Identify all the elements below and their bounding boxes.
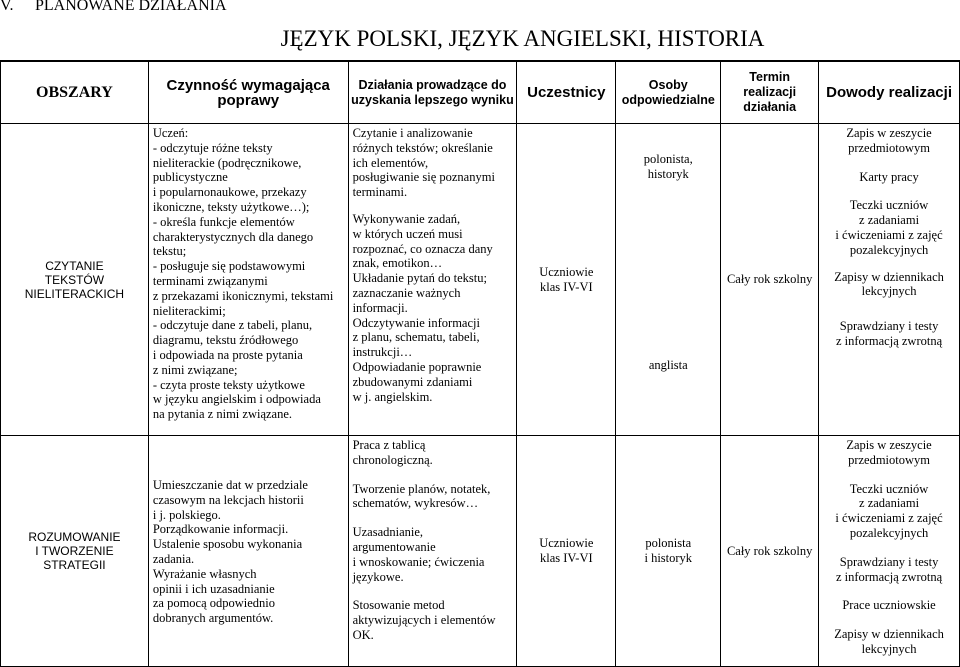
section-number: V. [0,0,14,14]
evidence-cell [819,436,960,667]
evidence-item: Prace uczniowskie [842,598,936,613]
area-reasoning: ROZUMOWANIE I TWORZENIE STRATEGII [1,436,149,667]
participants-cell: Uczniowie klas IV-VI [517,436,616,667]
header-responsible: Osoby odpowiedzialne [616,62,721,124]
evidence-item: Zapisy w dziennikach lekcyjnych [834,269,944,299]
responsible-cell: polonista i historyk [616,436,721,667]
evidence-item: Sprawdziany i testy z informacją zwrotną [835,554,943,584]
evidence-cell [819,124,960,436]
actions-text: Uzasadnianie, argumentowanie i wnoskowanie; ćwiczenia językowe. [352,525,485,584]
evidence-item: Sprawdziany i testy z informacją zwrotną [835,319,943,348]
actions-text: Czytanie i analizowanie różnych tekstów; określanie ich elementów, posługiwanie się poznanymi terminami. [352,126,495,200]
area-reading: CZYTANIE TEKSTÓW NIELITERACKICH [1,124,149,436]
evidence-item: Zapis w zeszycie przedmiotowym [846,438,932,467]
activity-text: Uczeń: - odczytuje różne teksty nieliterackie (podręcznikowe, publicystyczne i popularnonaukowe, przekazy ikoniczne, teksty użytkowe…); - określa funkcje elementów charakterystycznych dla danego tekstu; - posługuje się podstawowymi terminami związanymi z przekazami ikonicznymi, tekstami nieliterackimi; - odczytuje dane z tabeli, planu, diagramu, tekstu źródłowego i odpowiada na proste pytania z nimi związane; - czyta proste teksty użytkowe w języku angielskim i odpowiada na pytania z nimi związane. [152,126,334,422]
actions-text: Tworzenie planów, notatek, schematów, wykresów… [352,481,491,511]
responsible-text: polonista, historyk [643,152,693,181]
evidence-item: Karty pracy [859,169,919,184]
actions-cell [348,124,517,436]
header-areas: OBSZARY [1,62,149,124]
header-row [1,62,960,124]
header-actions: Działania prowadzące do uzyskania lepszego wyniku [348,62,517,124]
evidence-item: Zapisy w dziennikach lekcyjnych [834,627,944,656]
evidence-item: Zapis w zeszycie przedmiotowym [846,126,932,155]
table-row [1,436,960,667]
evidence-item: Teczki uczniów z zadaniami i ćwiczeniami z zajęć pozalekcyjnych [835,481,943,540]
actions-text: Wykonywanie zadań, w których uczeń musi rozpoznać, co oznacza dany znak, emotikon… Układanie pytań do tekstu; zaznaczanie ważnych informacji. Odczytywanie informacji z planu, schematu, tabeli, instrukcji… Odpowiadanie poprawnie zbudowanymi zdaniami w j. angielskim. [352,211,493,404]
table-row [1,124,960,436]
actions-text: Stosowanie metod aktywizujących i elementów OK. [352,598,496,642]
section-title: PLANOWANE DZIAŁANIA [35,0,227,14]
actions-text: Praca z tablicą chronologiczną. [352,438,433,467]
activity-cell [148,124,348,436]
header-deadline: Termin realizacji działania [721,62,819,124]
header-activity: Czynność wymagająca poprawy [148,62,348,124]
deadline-cell: Cały rok szkolny [721,436,819,667]
activity-text: Umieszczanie dat w przedziale czasowym na lekcjach historii i j. polskiego. Porządkowanie informacji. Ustalenie sposobu wykonania zadania. Wyrażanie własnych opinii i ich uzasadnianie za pomocą odpowiednio dobranych argumentów. [152,478,308,626]
header-participants: Uczestnicy [517,62,616,124]
responsible-text: anglista [648,357,688,372]
header-evidence: Dowody realizacji [819,62,960,124]
plan-table [0,61,960,667]
evidence-item: Teczki uczniów z zadaniami i ćwiczeniami z zajęć pozalekcyjnych [835,198,943,257]
page-title: JĘZYK POLSKI, JĘZYK ANGIELSKI, HISTORIA [280,26,765,51]
deadline-cell: Cały rok szkolny [721,124,819,436]
participants-cell: Uczniowie klas IV-VI [517,124,616,436]
responsible-cell [616,124,721,436]
activity-cell [148,436,348,667]
actions-cell [348,436,517,667]
